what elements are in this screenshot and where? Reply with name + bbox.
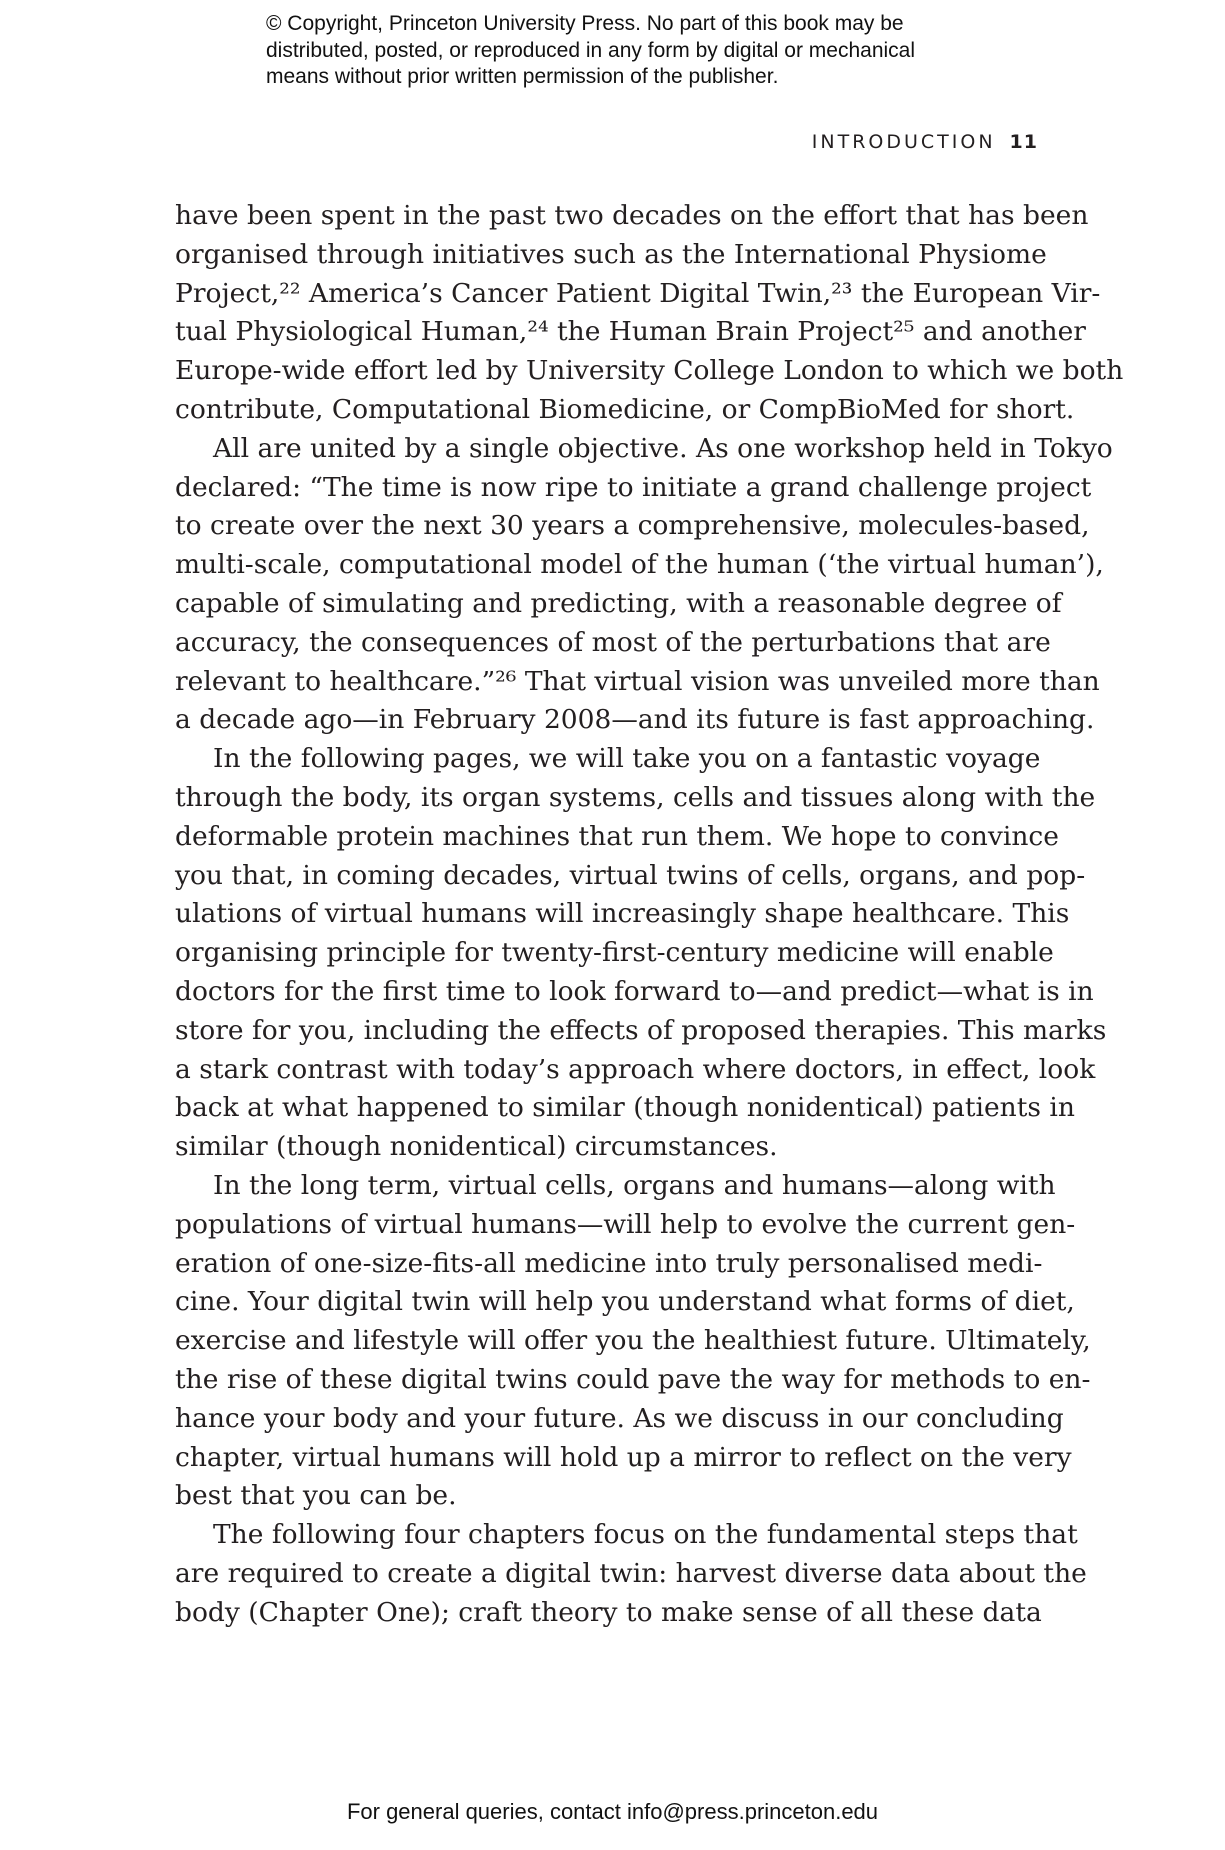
text-line: In the long term, virtual cells, organs and humans—along with <box>213 1169 1056 1201</box>
footer-contact: For general queries, contact info@press.princeton.edu <box>346 1799 879 1824</box>
text-line: declared: “The time is now ripe to initiate a grand challenge project <box>175 471 1092 503</box>
text-line: accuracy, the consequences of most of the perturbations that are <box>175 626 1051 658</box>
copyright-notice <box>266 11 1006 91</box>
body-text <box>175 197 1124 1632</box>
text-line: store for you, including the effects of proposed therapies. This marks <box>175 1014 1107 1046</box>
text-line: Project,²² America’s Cancer Patient Digital Twin,²³ the European Vir- <box>175 277 1101 309</box>
text-line: multi-scale, computational model of the human (‘the virtual human’), <box>175 549 1104 581</box>
page-number: 11 <box>1009 131 1038 153</box>
text-line: In the following pages, we will take you on a fantastic voyage <box>213 743 1041 775</box>
text-line: populations of virtual humans—will help to evolve the current gen- <box>175 1208 1076 1240</box>
text-line: chapter, virtual humans will hold up a mirror to reflect on the very <box>175 1441 1072 1473</box>
copyright-line: means without prior written permission of the publisher. <box>266 65 779 88</box>
text-line: exercise and lifestyle will offer you the healthiest future. Ultimately, <box>175 1325 1091 1357</box>
text-line: organising principle for twenty-first-century medicine will enable <box>175 937 1054 969</box>
text-line: similar (though nonidentical) circumstances. <box>175 1131 778 1163</box>
chapter-title: INTRODUCTION <box>811 131 996 153</box>
text-line: doctors for the first time to look forward to—and predict—what is in <box>175 975 1094 1007</box>
text-line: a decade ago—in February 2008—and its future is fast approaching. <box>175 704 1095 736</box>
text-line: back at what happened to similar (though nonidentical) patients in <box>175 1092 1075 1124</box>
text-line: capable of simulating and predicting, with a reasonable degree of <box>175 587 1062 619</box>
copyright-line: © Copyright, Princeton University Press. No part of this book may be <box>266 12 904 35</box>
running-head <box>812 131 1038 153</box>
text-line: eration of one-size-fits-all medicine into truly personalised medi- <box>175 1247 1043 1279</box>
text-line: deformable protein machines that run them. We hope to convince <box>175 820 1059 852</box>
text-line: The following four chapters focus on the fundamental steps that <box>213 1519 1078 1551</box>
copyright-line: distributed, posted, or reproduced in any form by digital or mechanical <box>266 38 916 62</box>
text-line: have been spent in the past two decades on the effort that has been <box>175 200 1089 231</box>
text-line: relevant to healthcare.”²⁶ That virtual vision was unveiled more than <box>175 665 1100 697</box>
text-line: organised through initiatives such as the International Physiome <box>175 238 1047 270</box>
text-line: to create over the next 30 years a comprehensive, molecules-based, <box>175 510 1090 542</box>
text-line: a stark contrast with today’s approach where doctors, in effect, look <box>175 1053 1096 1085</box>
text-line: body (Chapter One); craft theory to make sense of all these data <box>175 1596 1042 1628</box>
text-line: Europe-wide effort led by University College London to which we both <box>175 355 1124 387</box>
text-line: are required to create a digital twin: harvest diverse data about the <box>175 1557 1087 1589</box>
text-line: All are united by a single objective. As one workshop held in Tokyo <box>213 432 1113 464</box>
text-line: through the body, its organ systems, cells and tissues along with the <box>175 781 1096 813</box>
text-line: hance your body and your future. As we discuss in our concluding <box>175 1402 1064 1434</box>
text-line: tual Physiological Human,²⁴ the Human Brain Project²⁵ and another <box>175 316 1086 348</box>
text-line: best that you can be. <box>175 1480 457 1512</box>
text-line: you that, in coming decades, virtual twins of cells, organs, and pop- <box>175 859 1086 891</box>
text-line: contribute, Computational Biomedicine, or CompBioMed for short. <box>175 393 1075 425</box>
text-line: the rise of these digital twins could pave the way for methods to en- <box>175 1363 1091 1395</box>
text-line: ulations of virtual humans will increasingly shape healthcare. This <box>175 898 1070 930</box>
text-line: cine. Your digital twin will help you understand what forms of diet, <box>175 1286 1075 1318</box>
